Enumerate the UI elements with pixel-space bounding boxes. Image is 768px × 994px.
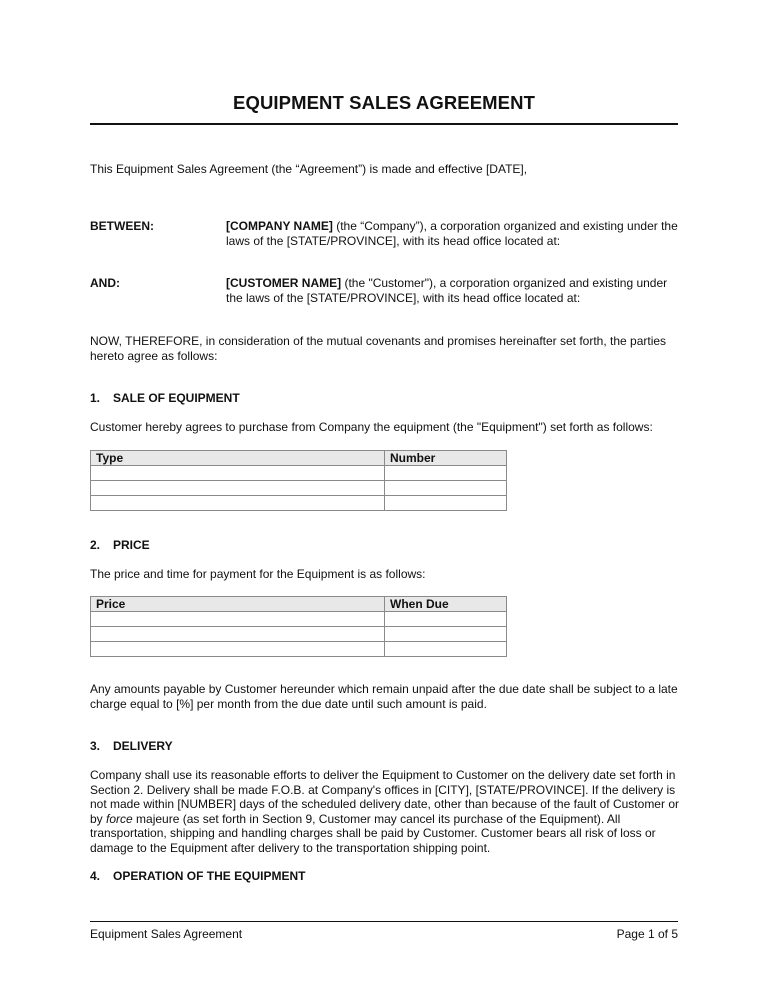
company-name-placeholder: [COMPANY NAME] <box>226 219 333 233</box>
table-cell <box>91 627 385 642</box>
footer-rule <box>90 921 678 922</box>
price-table <box>90 596 507 657</box>
section-title: DELIVERY <box>113 739 173 753</box>
table-cell <box>385 627 507 642</box>
table-cell <box>91 481 385 496</box>
delivery-text-part-1: Company shall use its reasonable efforts to deliver the Equipment to Customer on the delivery date set forth in Section 2. Delivery shall be made F.O.B. at Company's offices in [CITY], [STATE/PROVINCE]. If the delivery is not made within [NUMBER] days of the scheduled delivery date, other than because of the fault of Customer or by <box>90 768 679 826</box>
document-title: EQUIPMENT SALES AGREEMENT <box>233 92 535 113</box>
footer-document-name: Equipment Sales Agreement <box>90 927 243 941</box>
delivery-paragraph <box>90 768 682 856</box>
section-title: PRICE <box>113 538 150 552</box>
and-label: AND: <box>90 276 120 290</box>
table-header-row <box>91 451 507 466</box>
between-party-text <box>226 219 682 248</box>
table-row <box>91 466 507 481</box>
company-description: (the “Company”), a corporation organized and existing under the laws of the [STATE/PROVINCE], with its head office located at: <box>226 219 678 248</box>
table-row <box>91 481 507 496</box>
delivery-italic-term: force <box>106 811 133 826</box>
section-number: 1. <box>90 391 101 405</box>
section-1-text: Customer hereby agrees to purchase from Company the equipment (the "Equipment") set forth as follows: <box>90 420 653 434</box>
table-header-row <box>91 597 507 612</box>
table-cell <box>91 642 385 657</box>
table-cell <box>385 612 507 627</box>
column-header-price: Price <box>91 597 385 612</box>
column-header-when-due: When Due <box>385 597 507 612</box>
table-row <box>91 496 507 511</box>
table-cell <box>385 466 507 481</box>
section-number: 2. <box>90 538 101 552</box>
intro-paragraph: This Equipment Sales Agreement (the “Agreement”) is made and effective [DATE], <box>90 162 528 176</box>
equipment-table <box>90 450 507 511</box>
customer-description: (the "Customer"), a corporation organized and existing under the laws of the [STATE/PROVINCE], with its head office located at: <box>226 276 668 305</box>
section-3-heading <box>90 739 173 754</box>
between-label: BETWEEN: <box>90 219 154 233</box>
section-2-heading <box>90 538 150 553</box>
table-row <box>91 612 507 627</box>
and-party-text <box>226 276 682 305</box>
whereas-paragraph: NOW, THEREFORE, in consideration of the mutual covenants and promises hereinafter set forth, the parties hereto agree as follows: <box>90 334 667 363</box>
late-charge-paragraph: Any amounts payable by Customer hereunder which remain unpaid after the due date shall be subject to a late charge equal to [%] per month from the due date until such amount is paid. <box>90 682 678 711</box>
footer-page-number: Page 1 of 5 <box>616 927 678 941</box>
table-cell <box>91 466 385 481</box>
title-rule <box>90 123 678 125</box>
section-number: 3. <box>90 739 101 753</box>
column-header-type: Type <box>91 451 385 466</box>
section-1-heading <box>90 391 240 406</box>
table-cell <box>385 481 507 496</box>
customer-name-placeholder: [CUSTOMER NAME] <box>226 276 342 290</box>
section-2-text: The price and time for payment for the Equipment is as follows: <box>90 567 426 581</box>
section-4-heading <box>90 869 305 884</box>
delivery-text-part-2: majeure (as set forth in Section 9, Customer may cancel its purchase of the Equipment). All transportation, shipping and handling charges shall be paid by Customer. Customer bears all risk of loss or damage to the Equipment after delivery to the transportation shipping point. <box>90 811 656 855</box>
table-cell <box>91 496 385 511</box>
column-header-number: Number <box>385 451 507 466</box>
table-cell <box>91 612 385 627</box>
table-row <box>91 642 507 657</box>
table-row <box>91 627 507 642</box>
section-number: 4. <box>90 869 101 883</box>
section-title: OPERATION OF THE EQUIPMENT <box>113 869 306 883</box>
section-title: SALE OF EQUIPMENT <box>113 391 240 405</box>
table-cell <box>385 642 507 657</box>
table-cell <box>385 496 507 511</box>
